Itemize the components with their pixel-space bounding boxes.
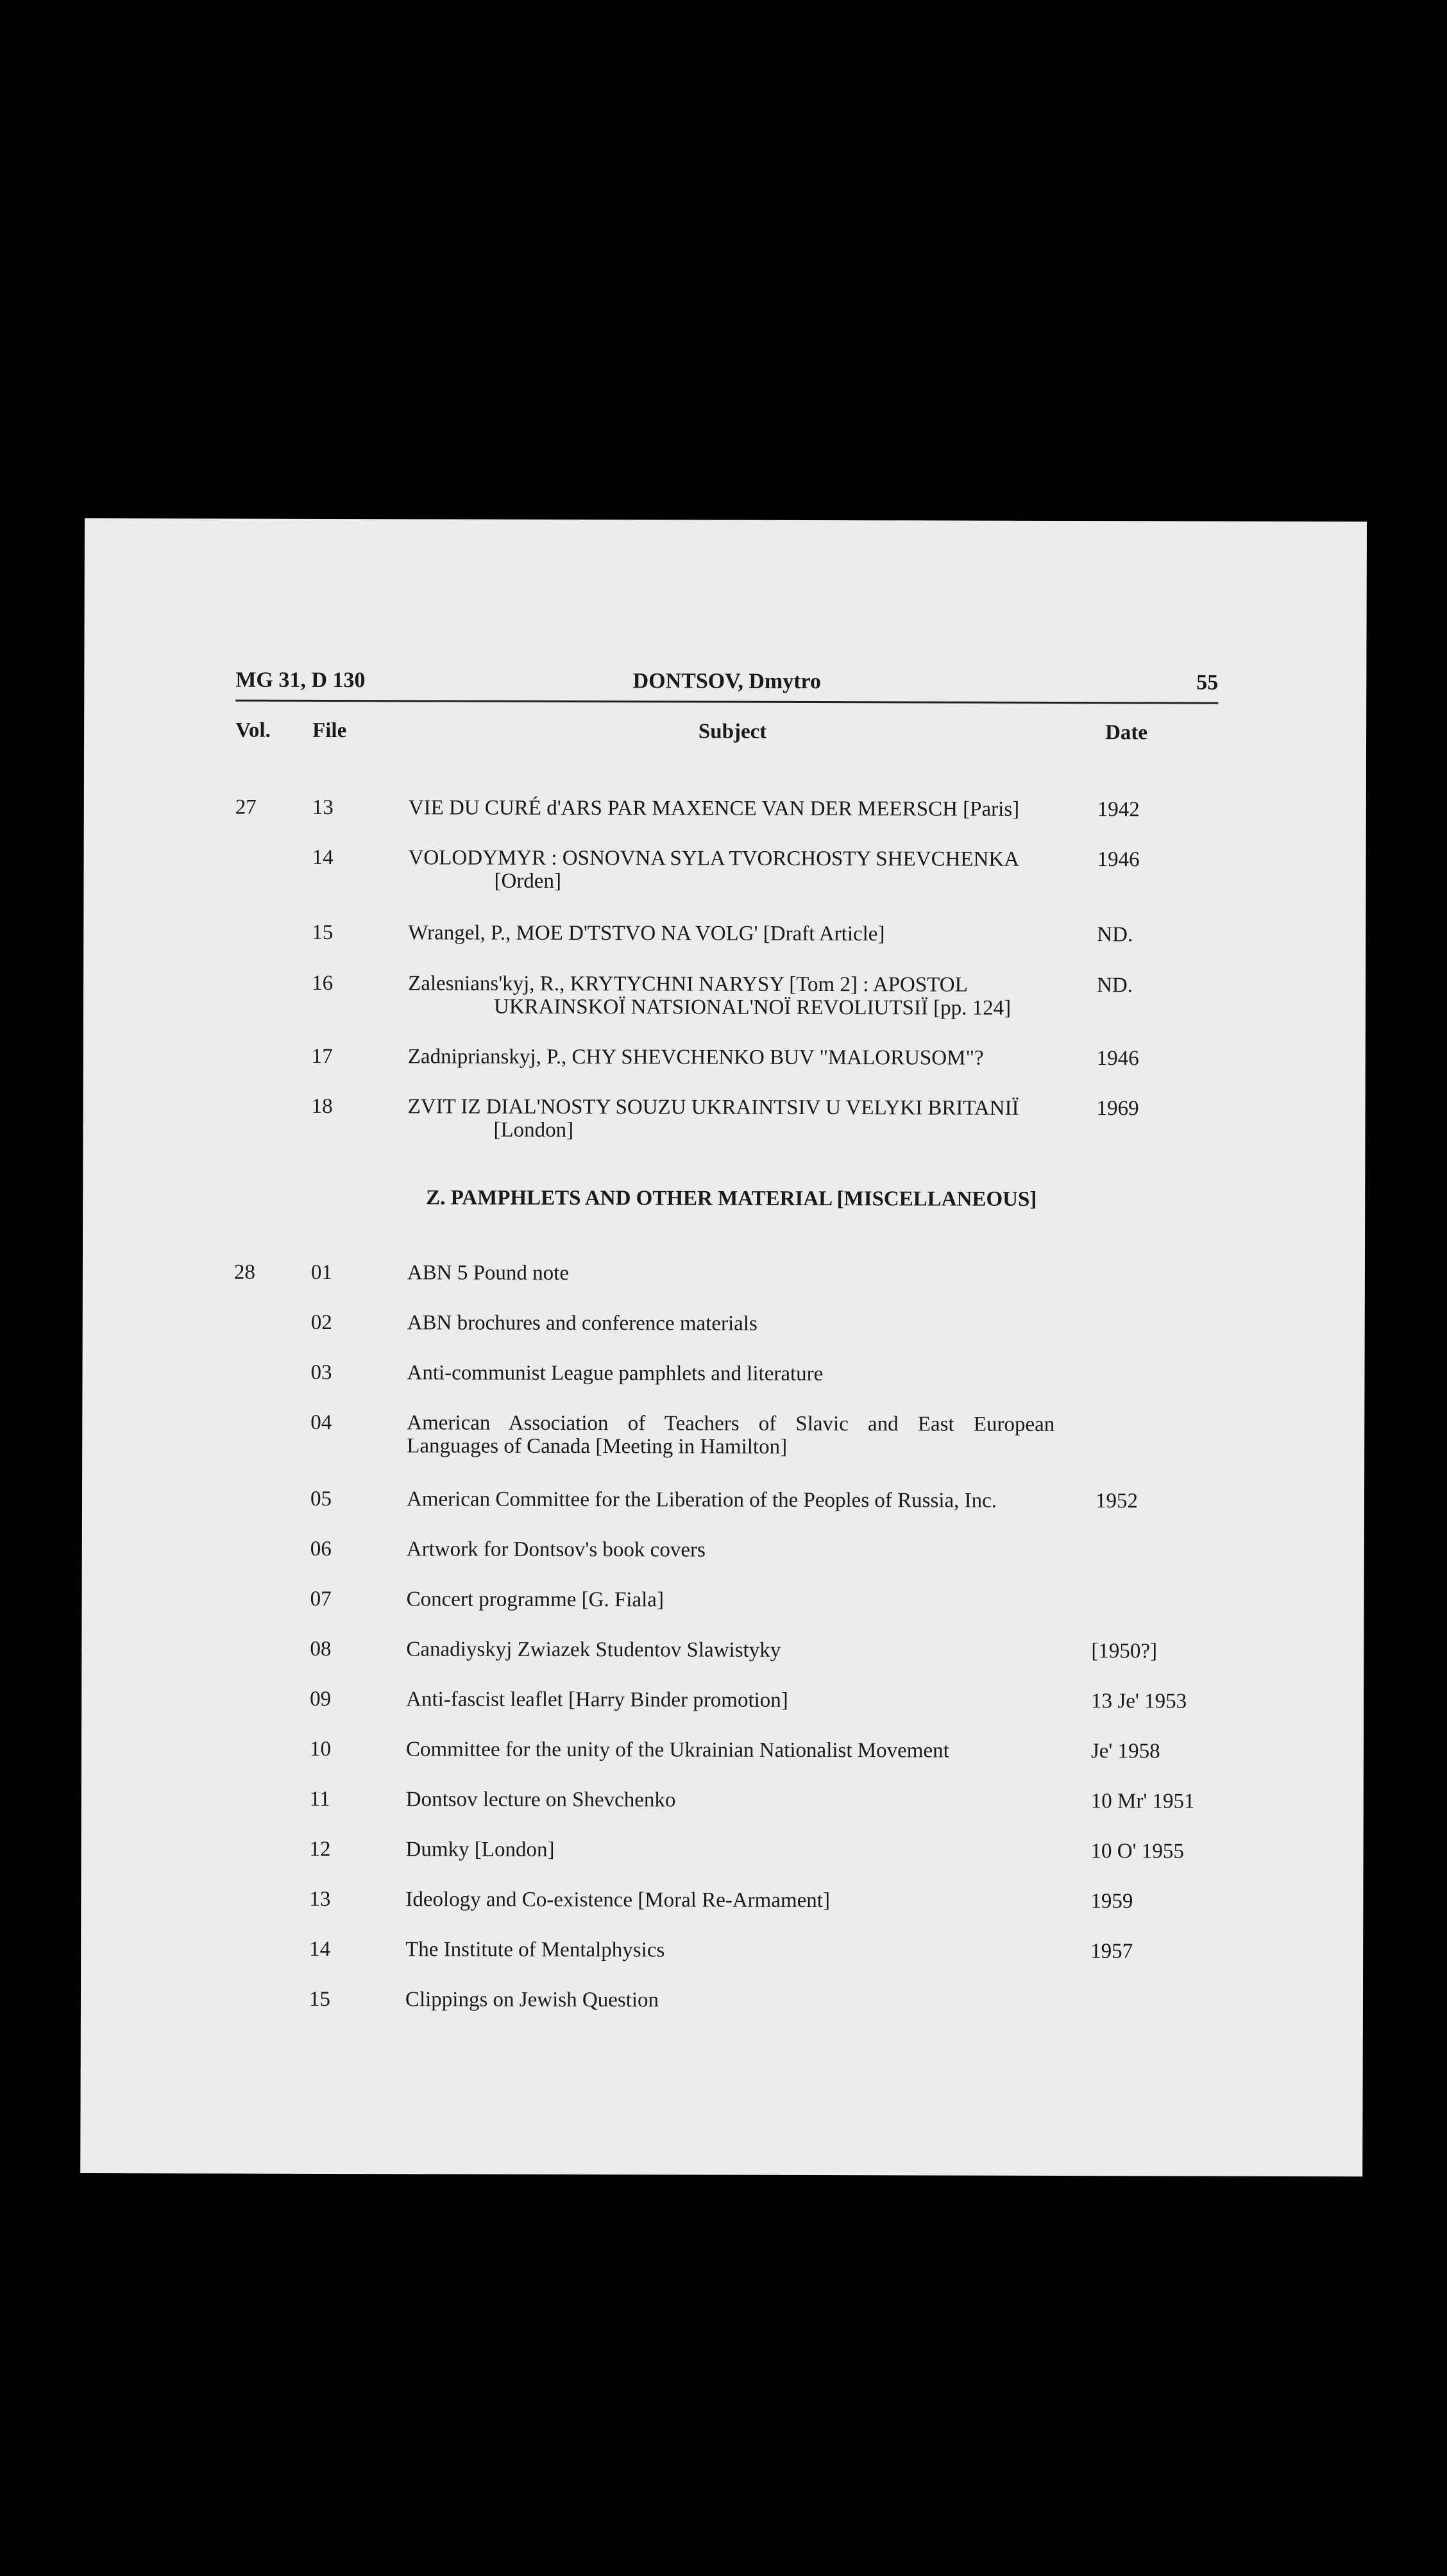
date: 1946 [1096,1047,1139,1071]
date: 10 O' 1955 [1090,1840,1184,1863]
file-number: 11 [309,1787,330,1811]
subject-line: American Association of Teachers of Slavic and East European [407,1411,1055,1436]
collection-reference: MG 31, D 130 [235,668,366,693]
fonds-name: DONTSOV, Dmytro [632,669,822,694]
subject: Zadniprianskyj, P., CHY SHEVCHENKO BUV "MALORUSOM"? [407,1045,984,1070]
file-number: 14 [312,845,334,870]
subject: Clippings on Jewish Question [405,1988,659,2012]
file-number: 05 [310,1487,332,1511]
subject: Concert programme [G. Fiala] [406,1588,664,1612]
table-row [82,1487,1364,1513]
document-page [80,518,1367,2176]
date: [1950?] [1091,1640,1158,1663]
file-number: 18 [311,1094,333,1119]
table-row [82,1537,1364,1562]
date: 10 Mr' 1951 [1090,1790,1195,1813]
date: 1942 [1097,798,1140,822]
date: 1969 [1096,1097,1139,1121]
table-row [81,1737,1364,1763]
section-title: Z. PAMPHLETS AND OTHER MATERIAL [MISCELLANEOUS] [426,1186,1037,1211]
table-row [83,920,1366,947]
subject [407,1411,1054,1459]
file-number: 14 [309,1937,331,1962]
subject: Dontsov lecture on Shevchenko [405,1788,676,1812]
column-header-vol: Vol. [235,718,271,742]
subject: Wrangel, P., MOE D'TSTVO NA VOLG' [Draft Article] [408,921,885,946]
subject: Dumky [London] [405,1838,555,1861]
column-header-file: File [312,718,347,743]
table-row [83,1310,1365,1335]
table-row [81,1887,1363,1913]
file-number: 06 [310,1537,332,1561]
subject: Committee for the unity of the Ukrainian Nationalist Movement [405,1738,949,1763]
file-number: 17 [311,1044,333,1069]
table-row [84,795,1366,822]
table-row [83,1044,1366,1071]
file-number: 08 [310,1637,332,1661]
file-number: 02 [310,1310,332,1335]
table-row [81,1637,1364,1663]
subject: Canadiyskyj Zwiazek Studentov Slawistyky [406,1638,781,1662]
date: 1946 [1097,848,1140,872]
table-row [81,1987,1363,2012]
subject: Anti-fascist leaflet [Harry Binder promotion] [406,1688,788,1712]
column-header-subject: Subject [698,720,767,743]
table-row [81,1687,1364,1713]
subject-continuation: UKRAINSKOÏ NATSIONAL'NOÏ REVOLIUTSIÏ [pp. 124] [493,995,1011,1020]
file-number: 15 [312,920,334,945]
file-number: 01 [310,1260,332,1285]
table-row [83,1094,1366,1142]
file-number: 15 [309,1987,331,2012]
subject: VIE DU CURÉ d'ARS PAR MAXENCE VAN DER MEERSCH [Paris] [408,796,1020,821]
table-row [83,1260,1365,1285]
file-number: 13 [309,1887,331,1911]
vol-number: 27 [235,795,257,819]
file-number: 16 [312,971,334,996]
date: 1959 [1090,1890,1133,1913]
subject-line: Zalesnians'kyj, R., KRYTYCHNI NARYSY [Tom 2] : APOSTOL [408,972,968,997]
table-row [84,845,1366,893]
subject-line: ZVIT IZ DIAL'NOSTY SOUZU UKRAINTSIV U VELYKI BRITANIÏ [407,1095,1019,1120]
subject: American Committee for the Liberation of the Peoples of Russia, Inc. [406,1487,997,1513]
subject [407,1095,1055,1143]
file-number: 09 [310,1687,332,1711]
subject-continuation: [London] [493,1118,574,1142]
column-header-date: Date [1105,721,1148,745]
subject: ABN brochures and conference materials [407,1311,757,1335]
table-row [83,971,1366,1020]
file-number: 13 [312,795,334,820]
file-number: 12 [309,1837,331,1861]
date: 1952 [1095,1489,1138,1513]
page-number: 55 [1196,670,1219,695]
subject: ABN 5 Pound note [407,1261,570,1285]
file-number: 07 [310,1587,332,1611]
vol-number: 28 [233,1260,255,1284]
table-row [82,1411,1364,1459]
subject: The Institute of Mentalphysics [405,1938,665,1962]
table-row [82,1587,1364,1612]
subject [408,846,1056,894]
subject-line: VOLODYMYR : OSNOVNA SYLA TVORCHOSTY SHEVCHENKA [408,846,1020,871]
table-row [81,1937,1363,1963]
date: ND. [1097,923,1133,947]
subject: Artwork for Dontsov's book covers [406,1538,706,1562]
date: ND. [1097,974,1133,997]
subject-continuation: Languages of Canada [Meeting in Hamilton] [407,1434,788,1459]
file-number: 03 [310,1360,332,1385]
subject-continuation: [Orden] [494,869,562,893]
file-number: 04 [310,1411,332,1435]
subject: Ideology and Co-existence [Moral Re-Armament] [405,1888,831,1913]
table-row [81,1787,1364,1813]
date: Je' 1958 [1090,1740,1160,1763]
date: 1957 [1090,1940,1133,1963]
page-header [235,668,1218,702]
table-row [81,1837,1364,1863]
file-number: 10 [309,1737,332,1761]
date: 13 Je' 1953 [1091,1690,1187,1713]
subject [408,972,1056,1020]
table-row [83,1360,1365,1386]
subject: Anti-communist League pamphlets and literature [407,1361,824,1386]
